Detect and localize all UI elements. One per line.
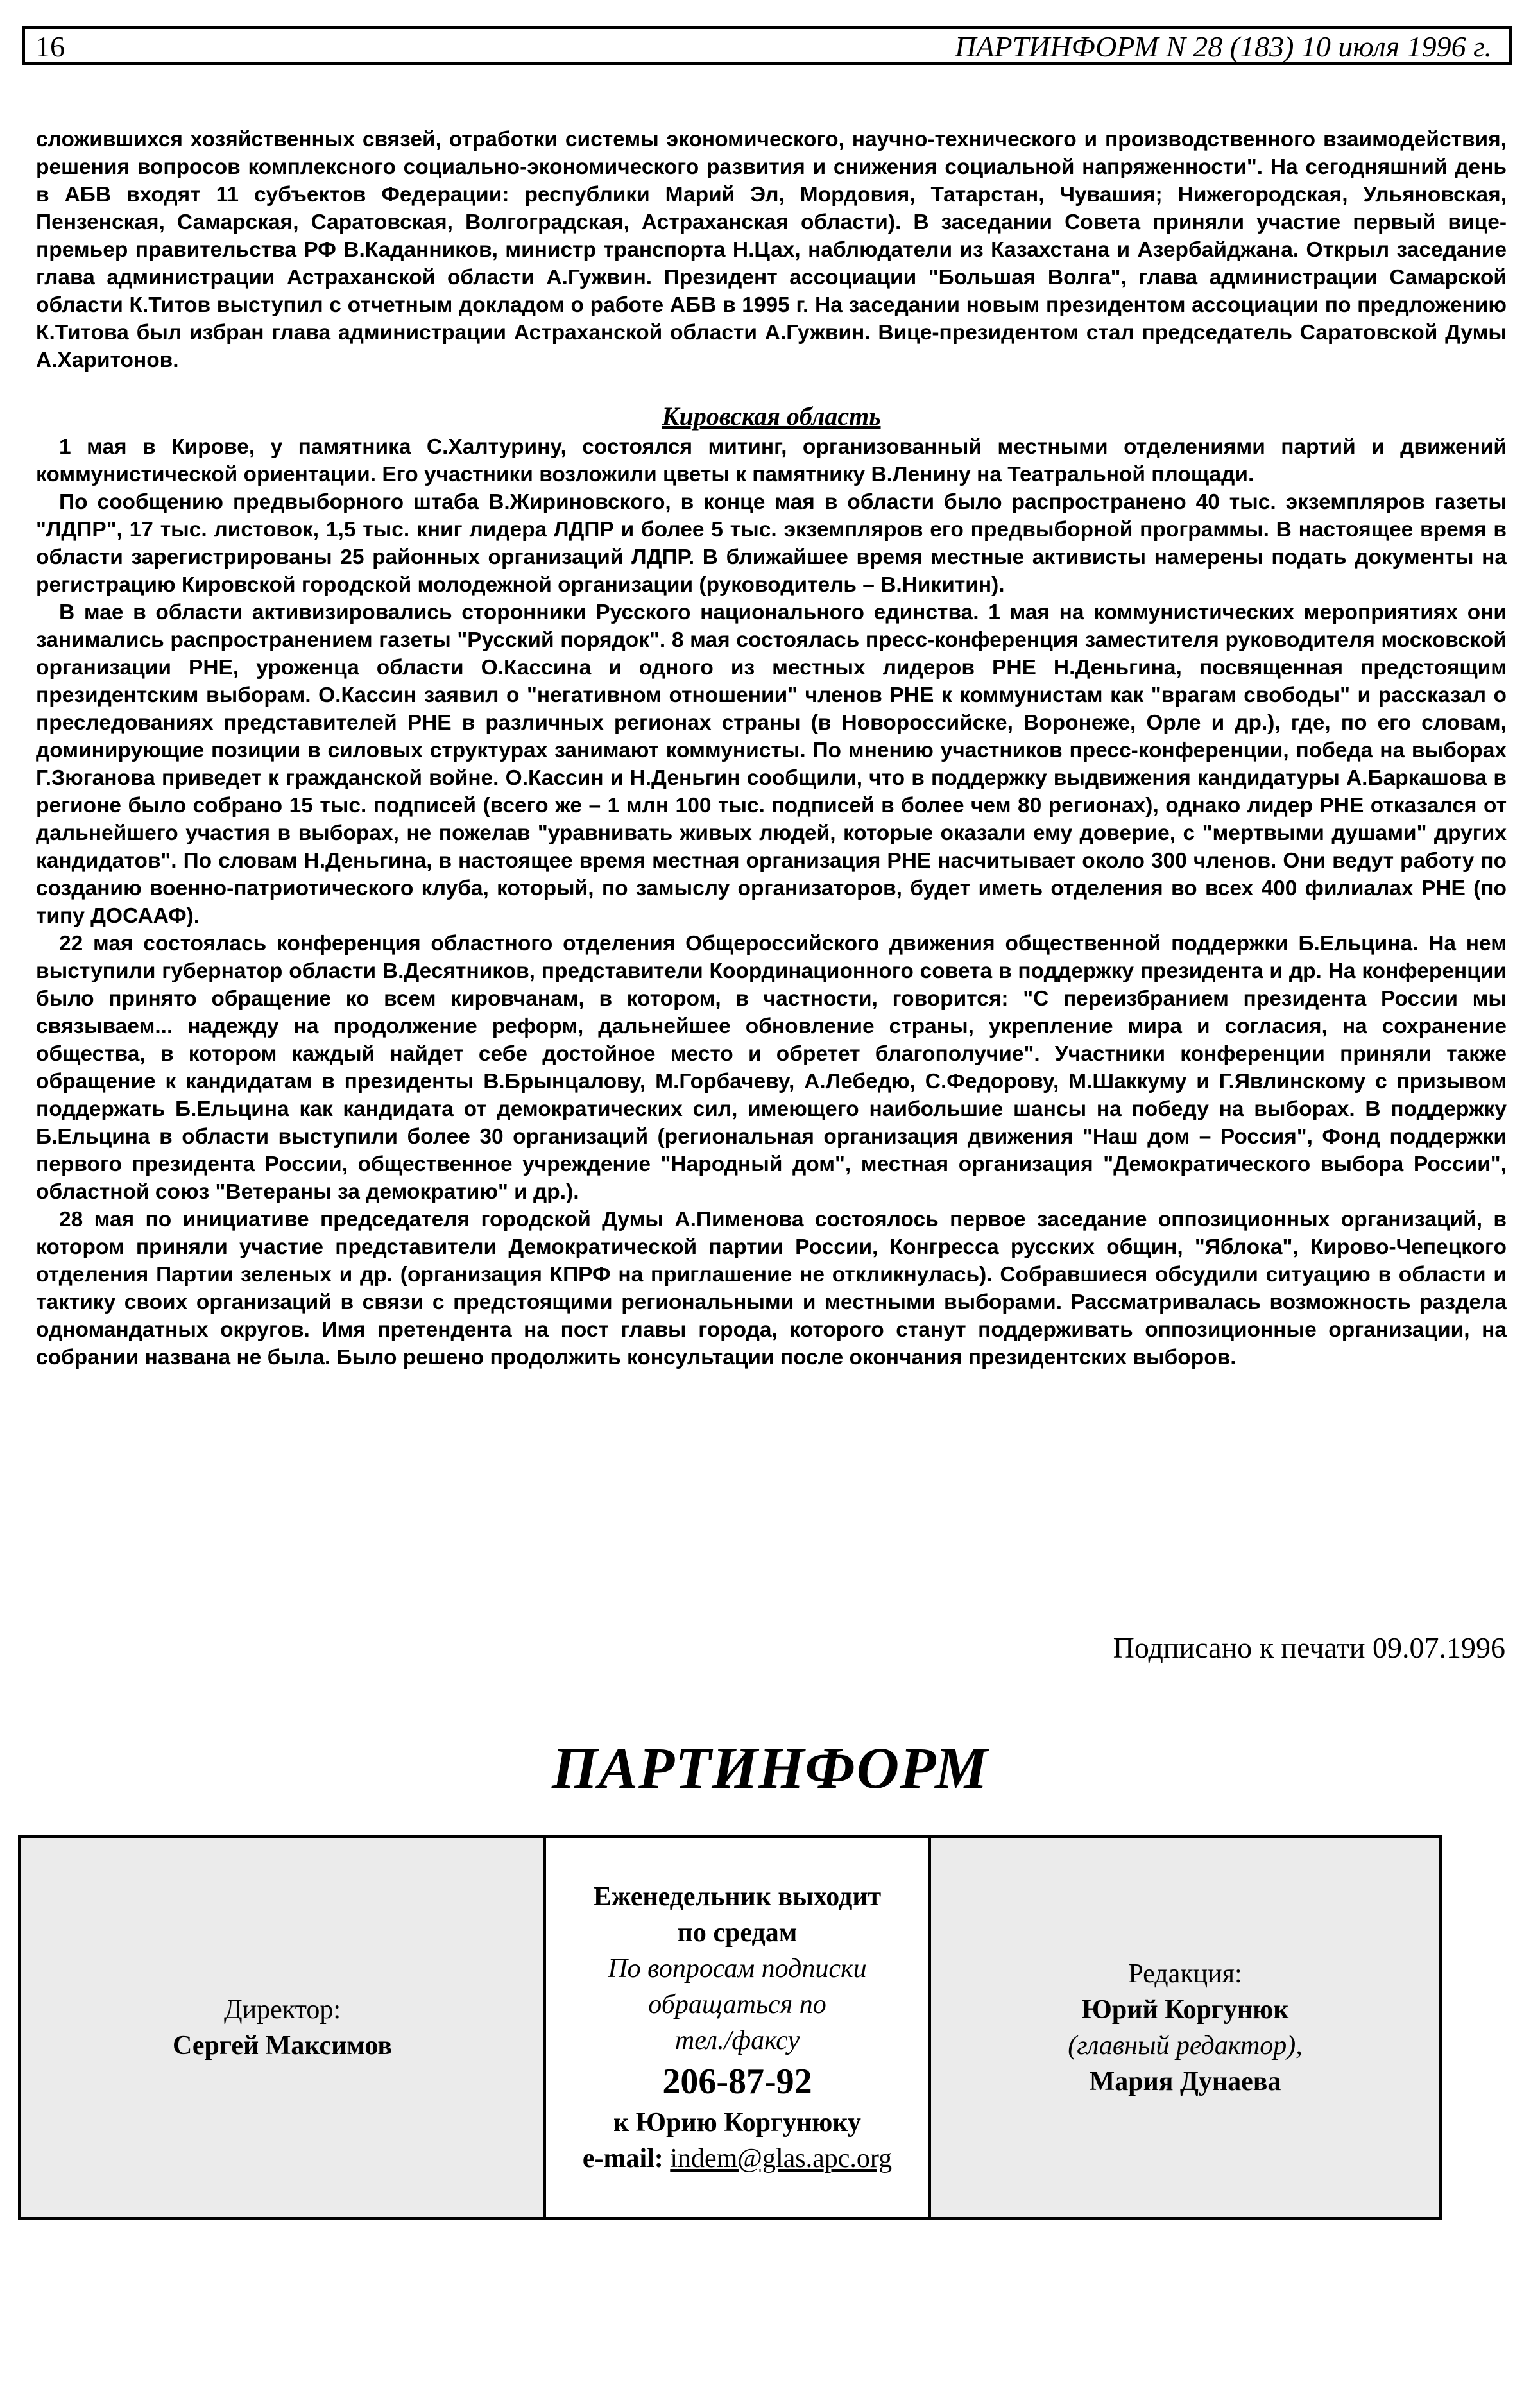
section-gap bbox=[36, 374, 1507, 384]
intro-paragraph: сложившихся хозяйственных связей, отработки системы экономического, научно-технического и производственного взаимодействия, решения вопросов комплексного социально-экономического развития и снижения социальной напряженности". На сегодняшний день в АБВ входят 11 субъектов Федерации: республики Марий Эл, Мордовия, Татарстан, Чувашия; Нижегородская, Ульяновская, Пензенская, Самарская, Саратовская, Волгоградская, Астраханская области). В заседании Совета приняли участие первый вице-премьер правительства РФ В.Каданников, министр транспорта Н.Цах, наблюдатели из Казахстана и Азербайджана. Открыл заседание глава администрации Астраханской области А.Гужвин. Президент ассоциации "Большая Волга", глава администрации Самарской области К.Титов выступил с отчетным докладом о работе АБВ в 1995 г. На заседании новым президентом ассоциации по предложению К.Титова был избран глава администрации Астраханской области А.Гужвин. Вице-президентом стал председатель Саратовской Думы А.Харитонов. bbox=[36, 128, 1507, 372]
weekly-line: по средам bbox=[677, 1918, 798, 1948]
editorial-cell bbox=[931, 1838, 1439, 2217]
subscription-line: тел./факсу bbox=[674, 2026, 800, 2055]
info-box bbox=[18, 1835, 1442, 2220]
weekly-line: Еженедельник выходит bbox=[593, 1882, 882, 1912]
subscription-line: По вопросам подписки bbox=[608, 1954, 867, 1984]
editor-role: (главный редактор), bbox=[1068, 2031, 1303, 2061]
contact-person: к Юрию Коргунюку bbox=[613, 2108, 861, 2138]
page-number: 16 bbox=[35, 30, 65, 63]
editorial-label: Редакция: bbox=[1128, 1959, 1242, 1989]
section-title: Кировская область bbox=[662, 402, 881, 431]
editor2-name: Мария Дунаева bbox=[1089, 2067, 1281, 2096]
email-row bbox=[583, 2141, 892, 2177]
article-paragraph: В мае в области активизировались сторонники Русского национального единства. 1 мая на коммунистических мероприятиях они занимались распространением газеты "Русский порядок". 8 мая состоялась пресс-конференция заместителя руководителя московской организации РНЕ, уроженца области О.Кассина и одного из местных лидеров РНЕ Н.Деньгина, посвященная предстоящим президентским выборам. О.Кассин заявил о "негативном отношении" членов РНЕ к коммунистам как "врагам свободы" и рассказал о преследованиях представителей РНЕ в различных регионах страны (в Новороссийске, Воронеже, Орле и др.), где, по его словам, доминирующие позиции в силовых структурах занимают коммунисты. По мнению участников пресс-конференции, победа на выборах Г.Зюганова приведет к гражданской войне. О.Кассин и Н.Деньгин сообщили, что в поддержку выдвижения кандидатуры А.Баркашова в регионе было собрано 15 тыс. подписей (всего же – 1 млн 100 тыс. подписей в более чем 80 регионах), однако лидер РНЕ отказался от дальнейшего участия в выборах, не пожелав "уравнивать живых людей, которые оказали ему доверие, с "мертвыми душами" других кандидатов". По словам Н.Деньгина, в настоящее время местная организация РНЕ насчитывает около 300 членов. Они ведут работу по созданию военно-патриотического клуба, который, по замыслу организаторов, будет иметь отделения во всех 400 филиалах РНЕ (по типу ДОСААФ). bbox=[36, 601, 1507, 928]
article-paragraph: 28 мая по инициативе председателя городской Думы А.Пименова состоялось первое заседание оппозиционных организаций, в котором приняли участие представители Демократической партии России, Конгресса русских общин, "Яблока", Кирово-Чепецкого отделения Партии зеленых и др. (организация КПРФ на приглашение не откликнулась). Собравшиеся обсудили ситуацию в области и тактику своих организаций в связи с предстоящими региональными и местными выборами. Рассматривалась возможность раздела одномандатных округов. Имя претендента на пост главы города, которого станут поддерживать оппозиционные организации, на собрании названа не была. Было решено продолжить консультации после окончания президентских выборов. bbox=[36, 1208, 1507, 1369]
email-link[interactable]: indem@glas.apc.org bbox=[670, 2144, 893, 2173]
article-paragraph: По сообщению предвыборного штаба В.Жириновского, в конце мая в области было распространено 40 тыс. экземпляров газеты "ЛДПР", 17 тыс. листовок, 1,5 тыс. книг лидера ЛДПР и более 5 тыс. экземпляров его предвыборной программы. В настоящее время в области зарегистрированы 25 районных организаций ЛДПР. В ближайшее время местные активисты намерены подать документы на регистрацию Кировской городской молодежной организации (руководитель – В.Никитин). bbox=[36, 490, 1507, 597]
issue-title: ПАРТИНФОРМ N 28 (183) 10 июля 1996 г. bbox=[955, 30, 1492, 63]
phone-number: 206-87-92 bbox=[662, 2062, 812, 2102]
publication-cell bbox=[546, 1838, 931, 2217]
director-name: Сергей Максимов bbox=[172, 2031, 393, 2061]
article-paragraph: 1 мая в Кирове, у памятника С.Халтурину, состоялся митинг, организованный местными отделениями партий и движений коммунистической ориентации. Его участники возложили цветы к памятнику В.Ленину на Театральной площади. bbox=[36, 435, 1507, 486]
signed-date: Подписано к печати 09.07.1996 bbox=[1113, 1631, 1505, 1664]
director-cell bbox=[21, 1838, 546, 2217]
masthead-title: ПАРТИНФОРМ bbox=[552, 1735, 988, 1801]
article-body bbox=[36, 126, 1507, 1371]
editor-name: Юрий Коргунюк bbox=[1081, 1995, 1289, 2025]
page-header bbox=[22, 26, 1512, 65]
director-label: Директор: bbox=[223, 1995, 341, 2025]
article-paragraph: 22 мая состоялась конференция областного отделения Общероссийского движения общественной поддержки Б.Ельцина. На нем выступили губернатор области В.Десятников, представители Координационного совета в поддержку президента и др. На конференции было принято обращение ко всем кировчанам, в котором, в частности, говорится: "С переизбранием президента России мы связываем... надежду на продолжение реформ, дальнейшее обновление страны, укрепление мира и согласия, на сохранение общества, в котором каждый найдет себе достойное место и обретет благополучие". Участники конференции приняли также обращение к кандидатам в президенты В.Брынцалову, М.Горбачеву, А.Лебедю, С.Федорову, М.Шаккуму и Г.Явлинскому с призывом поддержать Б.Ельцина как кандидата от демократических сил, имеющего наибольшие шансы на победу на выборах. В поддержку Б.Ельцина в области выступили более 30 организаций (региональная организация движения "Наш дом – Россия", Фонд поддержки первого президента России, общественное учреждение "Народный дом", местная организация "Демократического выбора России", областной союз "Ветераны за демократию" и др.). bbox=[36, 932, 1507, 1204]
email-label: e-mail: bbox=[582, 2144, 663, 2173]
subscription-line: обращаться по bbox=[648, 1990, 826, 2019]
